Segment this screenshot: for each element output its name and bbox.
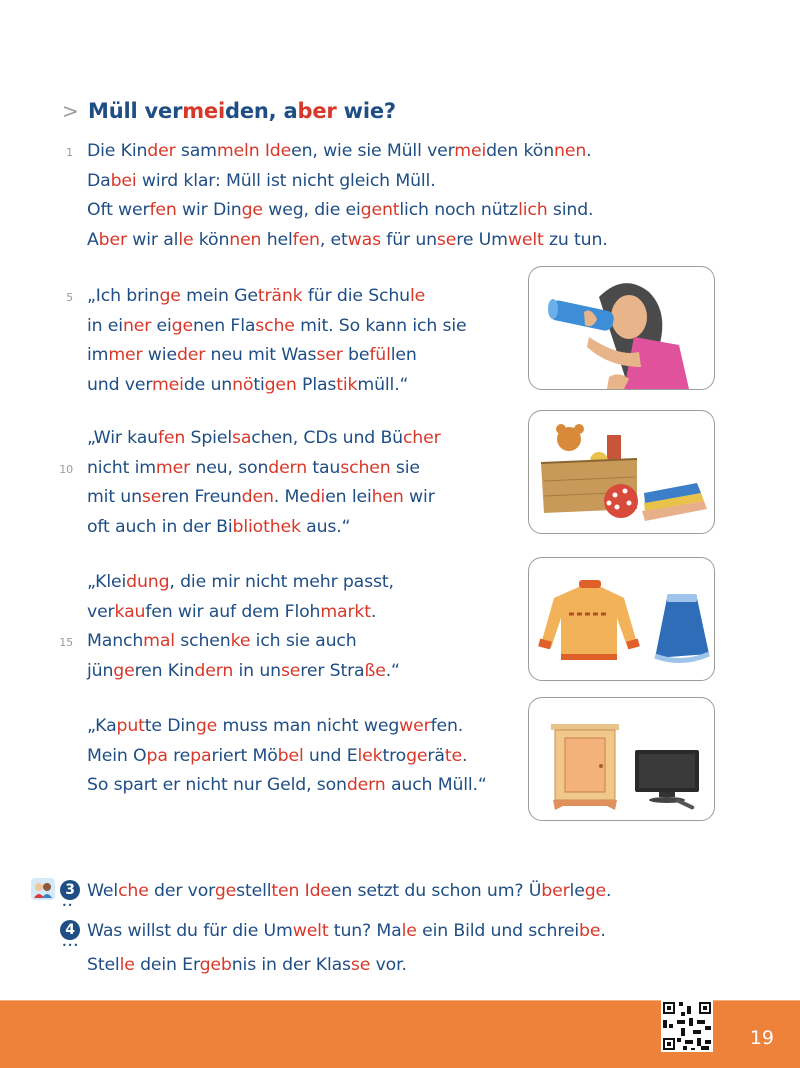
text-segment: „Klei [87,572,127,592]
text-line [66,137,608,167]
text-segment: . [600,921,606,941]
syllable-highlight: se [141,487,162,507]
syllable-highlight: le [178,229,194,250]
syllable-highlight: be [579,921,601,941]
text-line [87,568,400,598]
text-segment: aus.“ [300,516,351,537]
syllable-highlight: ser [316,345,343,365]
syllable-highlight: geb [199,955,232,975]
syllable-highlight: pa [146,745,168,766]
text-segment: te Din [144,716,196,736]
text-segment: jün [87,660,114,681]
line-number: 5 [66,291,73,304]
text-segment: wir Din [176,200,242,220]
text-segment: fen. [430,716,464,736]
syllable-highlight: fül [369,345,391,365]
syllable-highlight: mer [155,457,191,478]
syllable-highlight: lich [518,200,548,220]
text-segment: und ver [87,374,152,395]
text-segment: Spiel [185,428,232,448]
text-segment: mit. So kann ich sie [294,315,467,336]
text-segment: im [87,345,109,365]
text-segment: den, [224,99,284,123]
syllable-highlight: der [147,141,176,161]
text-segment: Oft wer [87,200,150,220]
syllable-highlight: der [176,345,206,365]
text-segment: len [390,345,417,365]
text-segment: en, wie sie Müll ver [291,141,455,161]
syllable-highlight: ge [214,881,237,901]
text-segment: zu tun. [543,229,608,250]
syllable-highlight: gent [360,200,400,220]
image-card-clothes [528,557,715,681]
qr-code-icon [661,1000,713,1052]
paragraph [66,282,467,400]
text-segment: nen Fla [192,315,256,336]
cabinet-tv-illustration [529,698,714,820]
text-segment: neu mit Was [205,345,317,365]
text-segment: fen wir auf dem Floh [145,601,321,622]
text-segment: schen [174,631,231,651]
syllable-highlight: gen [264,374,297,395]
syllable-highlight: se [436,229,457,250]
text-segment: sie [390,457,420,478]
text-segment: oft auch in der Bi [87,516,233,537]
text-segment: tau [307,457,341,478]
syllable-highlight: mal [143,631,175,651]
text-line [87,167,608,197]
syllable-highlight: Ide [304,881,331,901]
text-segment: en setzt du schon um? Ü [330,881,542,901]
syllable-highlight: che [118,881,149,901]
text-segment: in ei [87,315,123,336]
text-line [87,712,487,742]
text-line [66,282,466,312]
syllable-highlight: ge [584,881,606,901]
text-segment: nicht im [87,457,156,478]
syllable-highlight: ße [364,660,386,681]
text-segment: Müll ver [88,99,183,123]
text-segment: rer Stra [300,660,365,681]
text-segment: Mein O [87,745,147,766]
syllable-highlight: cher [402,428,441,448]
task-number-badge: 4 [60,920,80,940]
text-segment: ren Kin [134,660,195,681]
text-segment: Wel [87,881,119,901]
text-segment: in un [233,660,281,681]
syllable-highlight: ner [122,315,152,336]
text-segment: Was willst du für die Um [87,921,293,941]
syllable-highlight: fen [292,229,320,250]
text-segment: re Um [456,229,508,250]
text-segment: dein Er [134,955,200,975]
text-segment: wie? [336,99,396,123]
page-title [88,99,396,123]
text-segment: . [370,601,377,622]
qr-code[interactable] [661,1000,713,1052]
text-segment: den kön [486,141,555,161]
text-segment: der vor [148,881,215,901]
text-segment: So spart er nicht nur Geld, son [87,775,347,795]
syllable-highlight: mei [151,374,184,395]
syllable-highlight: lek [357,745,383,766]
text-line [87,513,441,543]
text-segment: wir al [126,229,179,250]
syllable-highlight: schen [340,457,391,478]
syllable-highlight: tränk [257,286,303,306]
text-segment: müll.“ [357,374,409,395]
syllable-highlight: le [401,921,417,941]
text-segment: mit un [87,487,142,507]
text-segment: „Ka [87,716,117,736]
image-card-furniture [528,697,715,821]
task-number-badge: 3 [60,880,80,900]
page-number: 19 [749,1027,774,1049]
text-segment: de un [183,374,233,395]
text-segment: riert Mö [211,745,278,766]
text-segment: . Me [273,487,310,507]
text-segment: . [606,881,612,901]
text-line [87,196,608,226]
syllable-highlight: ge [159,286,181,306]
text-line [87,341,466,371]
text-segment: wie [142,345,177,365]
section-heading [62,96,396,126]
text-segment: kön [193,229,230,250]
syllable-highlight: thek [263,516,301,537]
text-line [87,598,400,628]
syllable-highlight: Ide [264,141,292,161]
text-line [87,424,441,454]
text-segment: en lei [325,487,372,507]
text-line [59,627,400,657]
text-segment: Da [87,170,111,191]
text-segment: stell [236,881,272,901]
line-number: 15 [59,636,73,649]
syllable-highlight: wer [399,716,431,736]
syllable-highlight: den [241,487,274,507]
syllable-highlight: se [280,660,301,681]
syllable-highlight: welt [507,229,544,250]
syllable-highlight: nen [229,229,262,250]
text-segment: Die Kin [87,141,148,161]
syllable-highlight: ber [98,229,127,250]
syllable-highlight: hen [371,487,404,507]
line-number: 10 [59,462,73,476]
syllable-highlight: dern [194,660,234,681]
text-segment: le [569,881,585,901]
syllable-highlight: meln [216,141,260,161]
text-segment: , die mir nicht mehr passt, [169,572,394,592]
text-segment: tro [382,745,407,766]
text-segment: weg, die ei [262,200,361,220]
text-segment: ren Freun [161,487,242,507]
line-number: 1 [66,146,73,159]
syllable-highlight: blio [232,516,264,537]
text-segment: für die Schu [302,286,410,306]
syllable-highlight: le [119,955,135,975]
text-line [87,312,466,342]
text-segment: ver [87,601,115,622]
text-segment: Stel [87,955,120,975]
text-line [87,657,400,687]
syllable-highlight: sa [231,428,252,448]
text-segment: ti [253,374,265,395]
syllable-highlight: dung [126,572,170,592]
syllable-highlight: ke [230,631,251,651]
text-segment: tun? Ma [328,921,402,941]
text-segment: . [586,141,592,161]
text-segment: ich sie auch [250,631,357,651]
syllable-highlight: ber [297,99,337,123]
text-segment: re [167,745,191,766]
paragraph [66,137,608,255]
syllable-highlight: fen [149,200,177,220]
syllable-highlight: pa [190,745,212,766]
paragraph [87,712,487,801]
syllable-highlight: se [350,955,371,975]
syllable-highlight: ge [195,716,218,736]
syllable-highlight: ge [241,200,263,220]
text-segment: ei [151,315,172,336]
girl-drinking-illustration [529,267,714,389]
text-segment: „Wir kau [87,428,158,448]
syllable-highlight: ge [406,745,428,766]
text-segment: wir [403,487,435,507]
text-segment: a [283,99,298,123]
text-line [87,771,487,801]
task-text-line [87,874,611,908]
task-4 [62,914,606,982]
task-text-line [87,914,606,948]
syllable-highlight: ge [113,660,135,681]
syllable-highlight: fen [157,428,186,448]
syllable-highlight: dern [346,775,386,795]
text-segment: . [461,745,468,766]
syllable-highlight: mei [454,141,487,161]
syllable-highlight: mei [182,99,225,123]
text-segment: nis in der Klas [231,955,351,975]
partner-work-icon [31,878,55,900]
toy-box-illustration [529,411,714,533]
difficulty-dots: •• [62,901,74,910]
text-segment: neu, son [190,457,269,478]
paragraph [59,568,400,686]
text-segment: und E [303,745,358,766]
task-3 [62,874,612,910]
text-segment: chen, CDs und Bü [251,428,403,448]
text-segment: vor. [370,955,407,975]
syllable-highlight: ber [541,881,570,901]
text-segment: Manch [87,631,144,651]
chevron-right-icon: > [62,99,79,123]
syllable-highlight: nö [232,374,254,395]
image-card-toys-books [528,410,715,534]
text-line [87,371,466,401]
syllable-highlight: bei [110,170,137,191]
syllable-highlight: was [347,229,381,250]
syllable-highlight: sche [255,315,295,336]
syllable-highlight: tik [336,374,358,395]
text-segment: , et [319,229,348,250]
text-segment: muss man nicht weg [217,716,400,736]
text-segment: sam [175,141,217,161]
text-segment: ein Bild und schrei [416,921,580,941]
difficulty-dots: ••• [62,941,80,950]
syllable-highlight: nen [554,141,587,161]
text-line [87,483,441,513]
text-segment: Plas [296,374,337,395]
syllable-highlight: di [309,487,326,507]
paragraph [59,424,441,542]
text-line [87,742,487,772]
text-segment: rä [427,745,445,766]
syllable-highlight: ten [271,881,300,901]
text-segment: hel [261,229,293,250]
text-segment: be [342,345,370,365]
text-segment: für un [380,229,437,250]
clothes-illustration [529,558,714,680]
image-card-girl-drinking [528,266,715,390]
syllable-highlight: le [409,286,426,306]
syllable-highlight: markt [320,601,371,622]
text-segment: A [87,229,99,250]
text-line [87,226,608,256]
text-segment: auch Müll.“ [385,775,487,795]
syllable-highlight: te [444,745,462,766]
syllable-highlight: kau [114,601,146,622]
syllable-highlight: put [116,716,145,736]
task-text-line [87,948,606,982]
text-segment: sind. [547,200,594,220]
text-segment: „Ich brin [87,286,160,306]
text-segment: wird klar: Müll ist nicht gleich Müll. [136,170,436,191]
syllable-highlight: ge [171,315,193,336]
text-segment: lich noch nütz [399,200,519,220]
syllable-highlight: dern [268,457,308,478]
syllable-highlight: bel [277,745,304,766]
syllable-highlight: mer [108,345,143,365]
text-line [59,454,441,484]
text-segment: .“ [385,660,400,681]
syllable-highlight: welt [292,921,329,941]
text-segment: mein Ge [180,286,258,306]
